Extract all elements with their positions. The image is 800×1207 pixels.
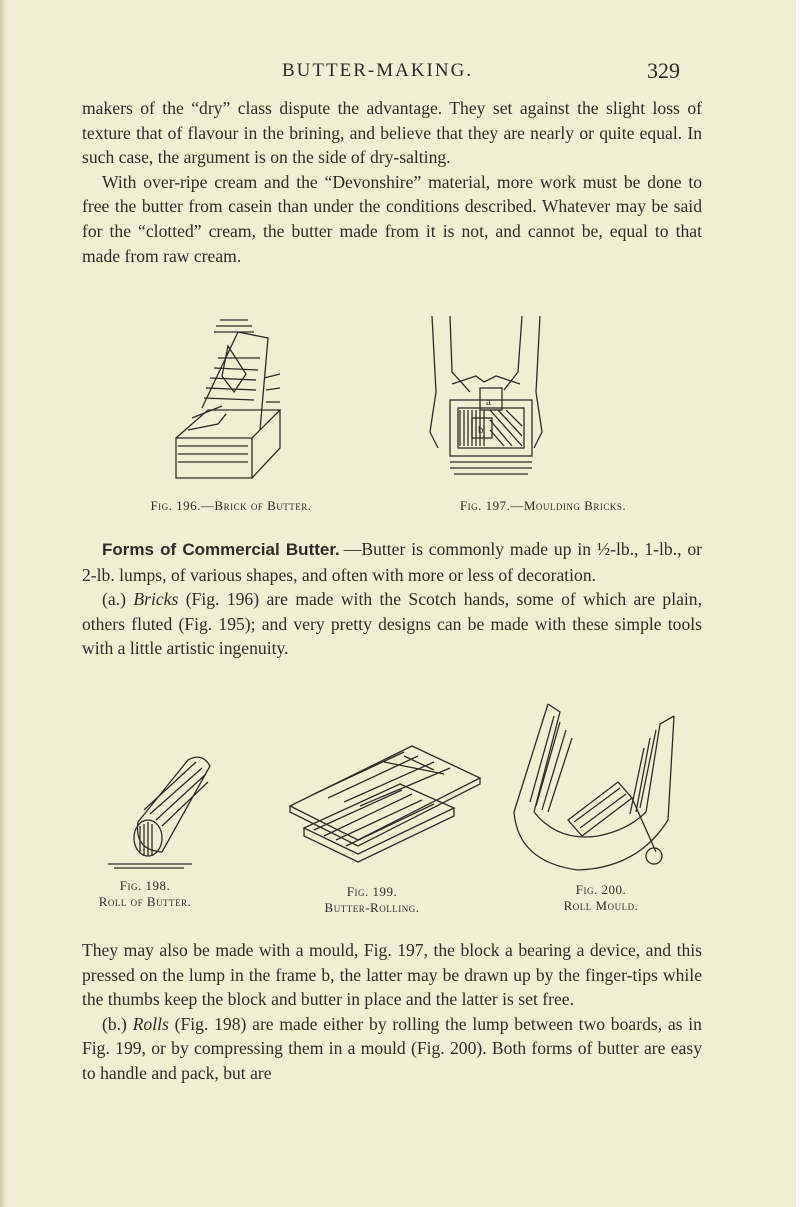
paragraph-rolls [82, 1012, 702, 1086]
forms-body: —Butter is commonly made up in ½-lb., 1-lb., or 2-lb. lumps, of various shapes, and often with more or less of decoration. [82, 539, 702, 585]
fig-198-title: Roll of Butter. [98, 894, 192, 909]
bricks-body: (Fig. 196) are made with the Scotch hands, some of which are plain, others fluted (Fig. 195); and very pretty designs can be made with these simple tools with a little artistic ingenuity. [82, 589, 702, 659]
text-block-middle [82, 537, 702, 661]
mould-label-a: a [486, 396, 491, 408]
fig-196-caption: Fig. 196.—Brick of Butter. [150, 498, 312, 513]
fig-199-number: Fig. 199. [346, 884, 398, 899]
paragraph-forms-of-butter [82, 537, 702, 587]
paragraph-devonshire: With over-ripe cream and the “Devonshire” material, more work must be done to free the butter from casein than under the conditions described. Whatever may be said for the “clotted” cream, the butter made from it is not, and cannot be, equal to that made from raw cream. [82, 171, 702, 266]
rolls-term: Rolls [132, 1013, 169, 1034]
rolls-body: (Fig. 198) are made either by rolling the lump between two boards, as in Fig. 199, or by compressing them in a mould (Fig. 200). Both forms of butter are easy to handle and pack, but are [82, 1013, 702, 1083]
text-block-top [82, 96, 702, 268]
running-head: BUTTER-MAKING. [282, 60, 474, 81]
fig-200-title: Roll Mould. [563, 898, 639, 913]
bricks-label: (a.) [102, 589, 126, 610]
section-heading: Forms of Commercial Butter. [102, 540, 340, 559]
bricks-term: Bricks [133, 589, 179, 610]
fig-199-caption [282, 884, 462, 916]
fig-200-caption [526, 882, 676, 914]
paragraph-dry-salting: makers of the “dry” class dispute the advantage. They set against the slight loss of texture that of flavour in the brining, and believe that they are nearly or quite equal. In such case, the argument is on the side of dry-salting. [82, 98, 702, 168]
mould-label-b: b [478, 424, 484, 436]
fig-200-number: Fig. 200. [575, 882, 627, 897]
brick-of-butter-illustration [168, 318, 286, 480]
roll-mould-illustration [508, 702, 678, 874]
page-edge [0, 0, 6, 1207]
text-block-bottom [82, 938, 702, 1086]
fig-198-number: Fig. 198. [119, 878, 171, 893]
moulding-bricks-illustration [424, 312, 548, 484]
roll-of-butter-illustration [104, 752, 214, 870]
paragraph-bricks [82, 587, 702, 661]
page-number: 329 [647, 58, 680, 83]
paragraph-mould: They may also be made with a mould, Fig. 197, the block a bearing a device, and this pressed on the lump in the frame b, the latter may be drawn up by the finger-tips while the thumbs keep the block and butter in place and the latter is set free. [82, 940, 702, 1010]
fig-198-caption [70, 878, 220, 910]
butter-rolling-illustration [284, 744, 484, 864]
fig-197-caption: Fig. 197.—Moulding Bricks. [459, 498, 627, 513]
rolls-label: (b.) [102, 1013, 127, 1034]
fig-199-title: Butter-Rolling. [324, 900, 420, 915]
